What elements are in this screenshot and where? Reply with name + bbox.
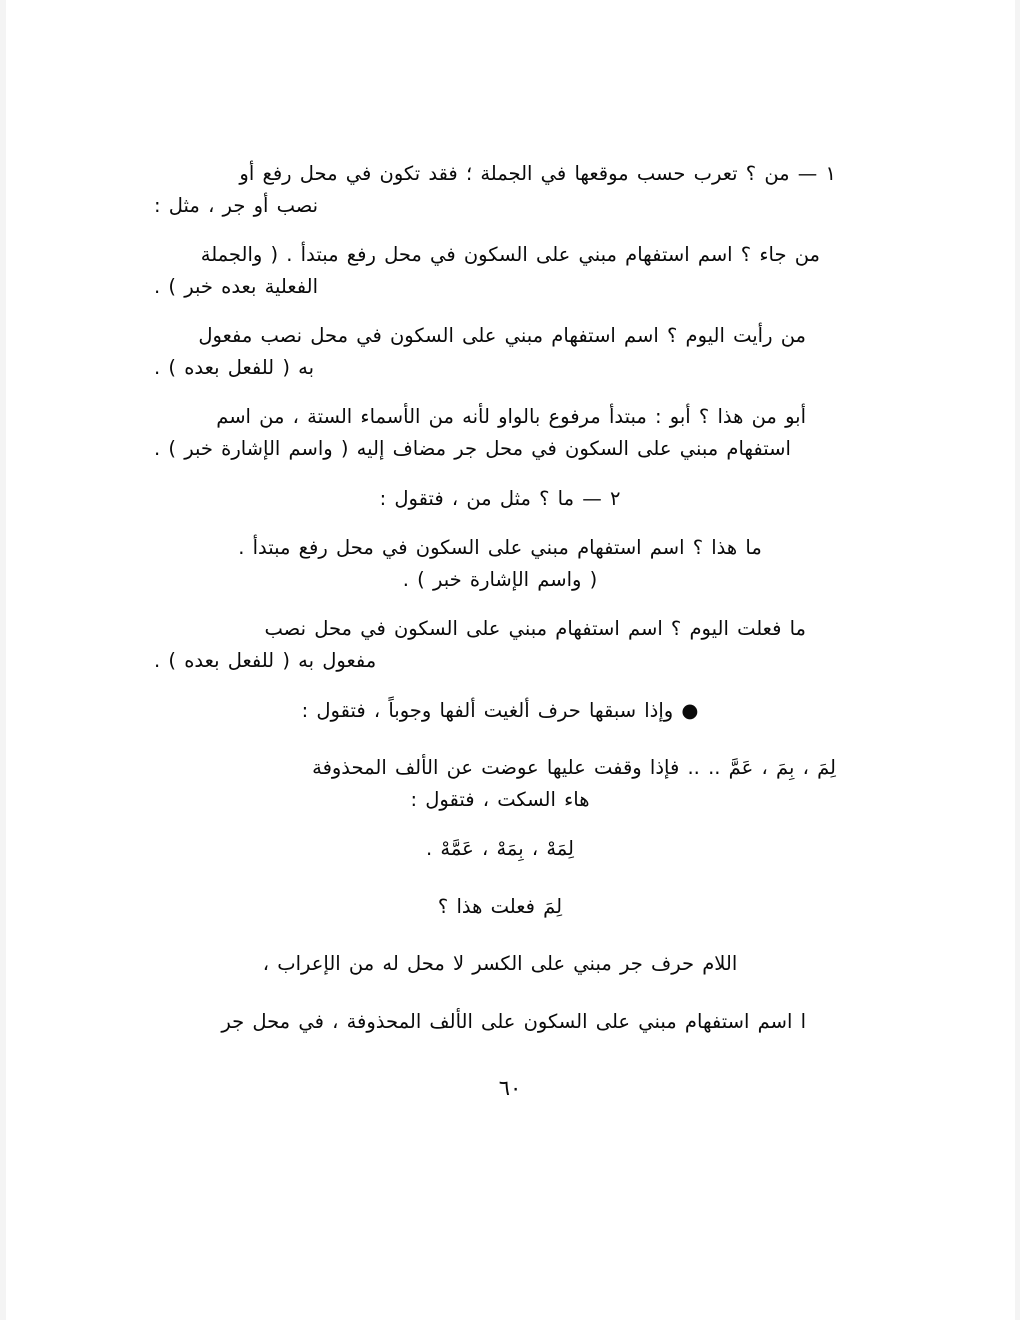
text-line: مفعول به ( للفعل بعده ) . [154, 648, 377, 672]
text-line: ١ — من ؟ تعرب حسب موقعها في الجملة ؛ فقد تكون في محل رفع أو [239, 162, 836, 185]
text-line: الفعلية بعده خبر ) . [154, 274, 319, 298]
scan-edge-right [1015, 0, 1020, 1320]
page-number: ٦٠ [498, 1076, 522, 1100]
scan-edge-left [0, 0, 6, 1320]
text-line: لِمَهْ ، بِمَهْ ، عَمَّهْ . [426, 837, 574, 861]
paragraph-example-6 [180, 752, 836, 815]
text-line: لِمَ فعلت هذا ؟ [437, 894, 563, 918]
text-line: لِمَ ، بِمَ ، عَمَّ .. .. فإذا وقفت عليها عوضت عن الألف المحذوفة [312, 756, 836, 780]
text-line: ما فعلت اليوم ؟ اسم استفهام مبني على السكون في محل نصب [264, 617, 806, 641]
text-line: من رأيت اليوم ؟ اسم استفهام مبني على السكون في محل نصب مفعول [198, 324, 806, 348]
paragraph-example-7 [180, 833, 820, 865]
text-line: ما هذا ؟ اسم استفهام مبني على السكون في محل رفع مبتدأ . [238, 536, 762, 560]
paragraph-example-5 [154, 613, 820, 676]
text-line: ا اسم استفهام مبني على السكون على الألف المحذوفة ، في محل جر [221, 1009, 806, 1033]
text-line: نصب أو جر ، مثل : [154, 193, 319, 217]
paragraph-example-2 [154, 320, 820, 383]
text-line: ● وإذا سبقها حرف ألغيت ألفها وجوباً ، فتقول : [301, 698, 699, 722]
paragraph-item-1 [154, 158, 836, 221]
text-line: هاء السكت ، فتقول : [410, 787, 590, 811]
paragraph-example-4 [180, 532, 820, 595]
paragraph-parse-note-1 [180, 948, 820, 980]
paragraph-example-8 [180, 891, 820, 923]
paragraph-bullet-note [180, 695, 820, 727]
paragraph-parse-note-2 [180, 1006, 820, 1038]
text-line: من جاء ؟ اسم استفهام مبني على السكون في محل رفع مبتدأ . ( والجملة [200, 243, 820, 267]
text-line: به ( للفعل بعده ) . [154, 355, 315, 379]
paragraph-example-3 [154, 401, 820, 464]
paragraph-item-2 [180, 483, 820, 515]
text-line: ٢ — ما ؟ مثل من ، فتقول : [379, 486, 621, 510]
page-text-block [154, 158, 836, 1056]
text-line: استفهام مبني على السكون في محل جر مضاف إليه ( واسم الإشارة خبر ) . [154, 437, 791, 461]
text-line: أبو من هذا ؟ أبو : مبتدأ مرفوع بالواو لأنه من الأسماء الستة ، من اسم [216, 405, 806, 429]
text-line: ( واسم الإشارة خبر ) . [402, 567, 598, 591]
paragraph-example-1 [154, 239, 820, 302]
text-line: اللام حرف جر مبني على الكسر لا محل له من الإعراب ، [262, 952, 738, 976]
